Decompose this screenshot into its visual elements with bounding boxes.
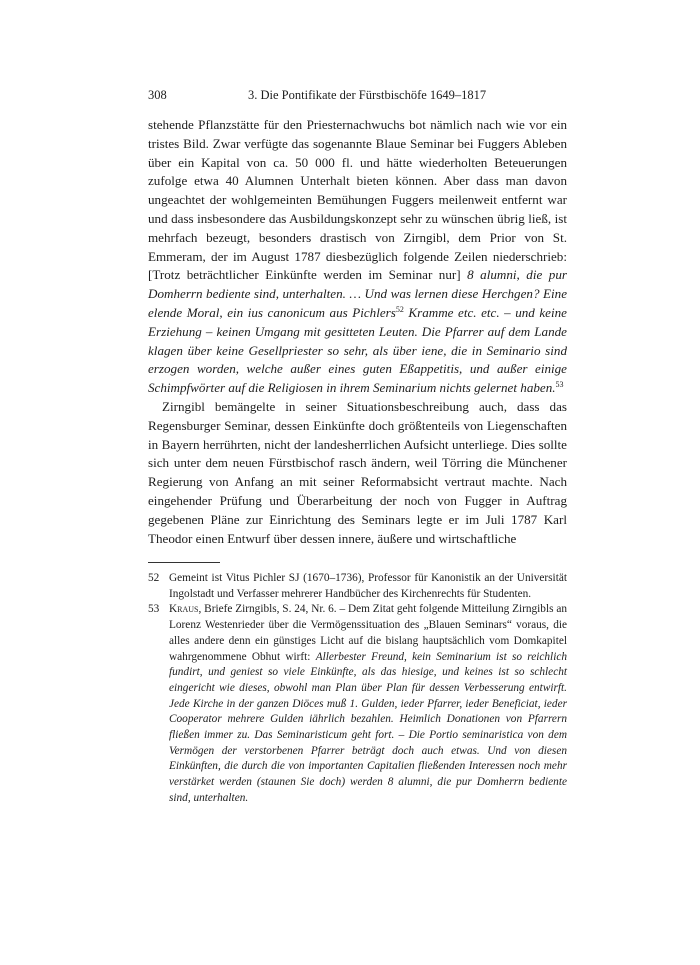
- quote-zirngibl-part-2: Kramme etc. etc. – und keine Erziehung – keinen Umgang mit gesitteten Leuten. Die Pfarrer auf dem Lande klagen über keine Gesellpriester so sehr, als über iene, die in Seminario sind erzogen worden, welche außer eines guten Eßappetitis, und außer einige Schimpfwörter auf die Religiosen in ihrem Seminarium nichts gelernet haben.: [148, 304, 567, 396]
- footnote-author: Kraus: [169, 603, 199, 616]
- footnote-52: [148, 571, 567, 602]
- footnotes: [148, 571, 567, 807]
- quote-zirngibl-part-1: 8 alumni, die pur Domherrn bediente sind, unterhalten. … Und was lernen diese Herchgen? Eine elende Moral, ein ius canonicum aus Pichlers: [148, 267, 567, 320]
- footnote-ref-53[interactable]: 53: [555, 380, 564, 390]
- paragraph-1: [148, 116, 567, 398]
- footnote-ref-52[interactable]: 52: [395, 304, 404, 314]
- footnote-separator: [148, 562, 220, 563]
- footnote-number: 53: [148, 603, 160, 616]
- running-title: 3. Die Pontifikate der Fürstbischöfe 1649–1817: [248, 88, 487, 102]
- page-header: [148, 88, 568, 106]
- paragraph-2: Zirngibl bemängelte in seiner Situationsbeschreibung auch, dass das Regensburger Seminar, dessen Einkünfte doch größtenteils von Liegenschaften in Bayern herrührten, nicht der landesherrlichen Aufsicht unterliege. Dies sollte sich unter dem neuen Fürstbischof rasch ändern, weil Törring die Münchener Regierung von Anfang an mit seiner Reformabsicht vertraut machte. Nach eingehender Prüfung und Überarbeitung der noch von Fugger in Auftrag gegebenen Pläne zur Einrichtung des Seminars legte er im Juli 1787 Karl Theodor einen Entwurf über dessen innere, äußere und wirtschaftliche: [148, 398, 567, 546]
- footnote-53: [148, 602, 567, 806]
- footnote-number: 52: [148, 572, 160, 584]
- page-number: 308: [148, 88, 167, 102]
- footnote-text: , Briefe Zirngibls, S. 24, Nr. 6. – Dem Zitat geht folgende Mitteilung Zirngibls an Lorenz Westenrieder über die Vermögenssituation des „Blauen Seminars“ voraus, die alles andere denn ein günstiges Licht auf die bislang hauptsächlich vom Domkapitel wahrgenommene Obhut wirft:: [169, 603, 567, 663]
- paragraph-1-text: stehende Pflanzstätte für den Priesternachwuchs bot nämlich nach wie vor ein tristes Bild. Zwar verfügte das sogenannte Blaue Seminar bei Fuggers Ableben über ein Kapital von ca. 50 000 fl. und hätte wiederholten Beteuerungen zufolge etwa 40 Alumnen Unterhalt bieten können. Aber dass man davon ungeachtet der wohlgemeinten Bemühungen Fuggers meilenweit entfernt war und dass insbesondere das Ausbildungskonzept sehr zu wünschen übrig ließ, ist mehrfach bezeugt, besonders drastisch von Zirngibl, dem Prior von St. Emmeram, der im August 1787 diesbezüglich folgende Zeilen niederschrieb: [Trotz beträchtlicher Einkünfte werden im Seminar nur]: [148, 117, 567, 283]
- footnote-text: Gemeint ist Vitus Pichler SJ (1670–1736), Professor für Kanonistik an der Universität Ingolstadt und Verfasser mehrerer Handbücher des Kirchenrechts für Studenten.: [169, 572, 567, 600]
- footnote-quote: Allerbester Freund, kein Seminarium ist so reichlich fundirt, und geniest so viele Einkünfte, als das hiesige, und keines ist so schlecht eingericht wie dieses, obwohl man Plan über Plan für dessen Verbesserung entwirft. Jede Kirche in der ganzen Diöces muß 1. Gulden, ieder Pfarrer, ieder Beneficiat, ieder Cooperator mehrere Gulden iährlich bezahlen. Heimlich Donationen von Pfarrern fließen immer zu. Das Seminaristicum geht fort. – Die Portio seminaristica von dem Vermögen der verstorbenen Pfarrer beträgt doch auch etwas. Und von diesen Einkünften, die durch die von importanten Capitalien fließenden Interessen noch mehr verstärket werden (staunen Sie doch) werden 8 alumni, die pur Domherrn bediente sind, unterhalten.: [169, 650, 567, 804]
- body-text: [148, 116, 567, 548]
